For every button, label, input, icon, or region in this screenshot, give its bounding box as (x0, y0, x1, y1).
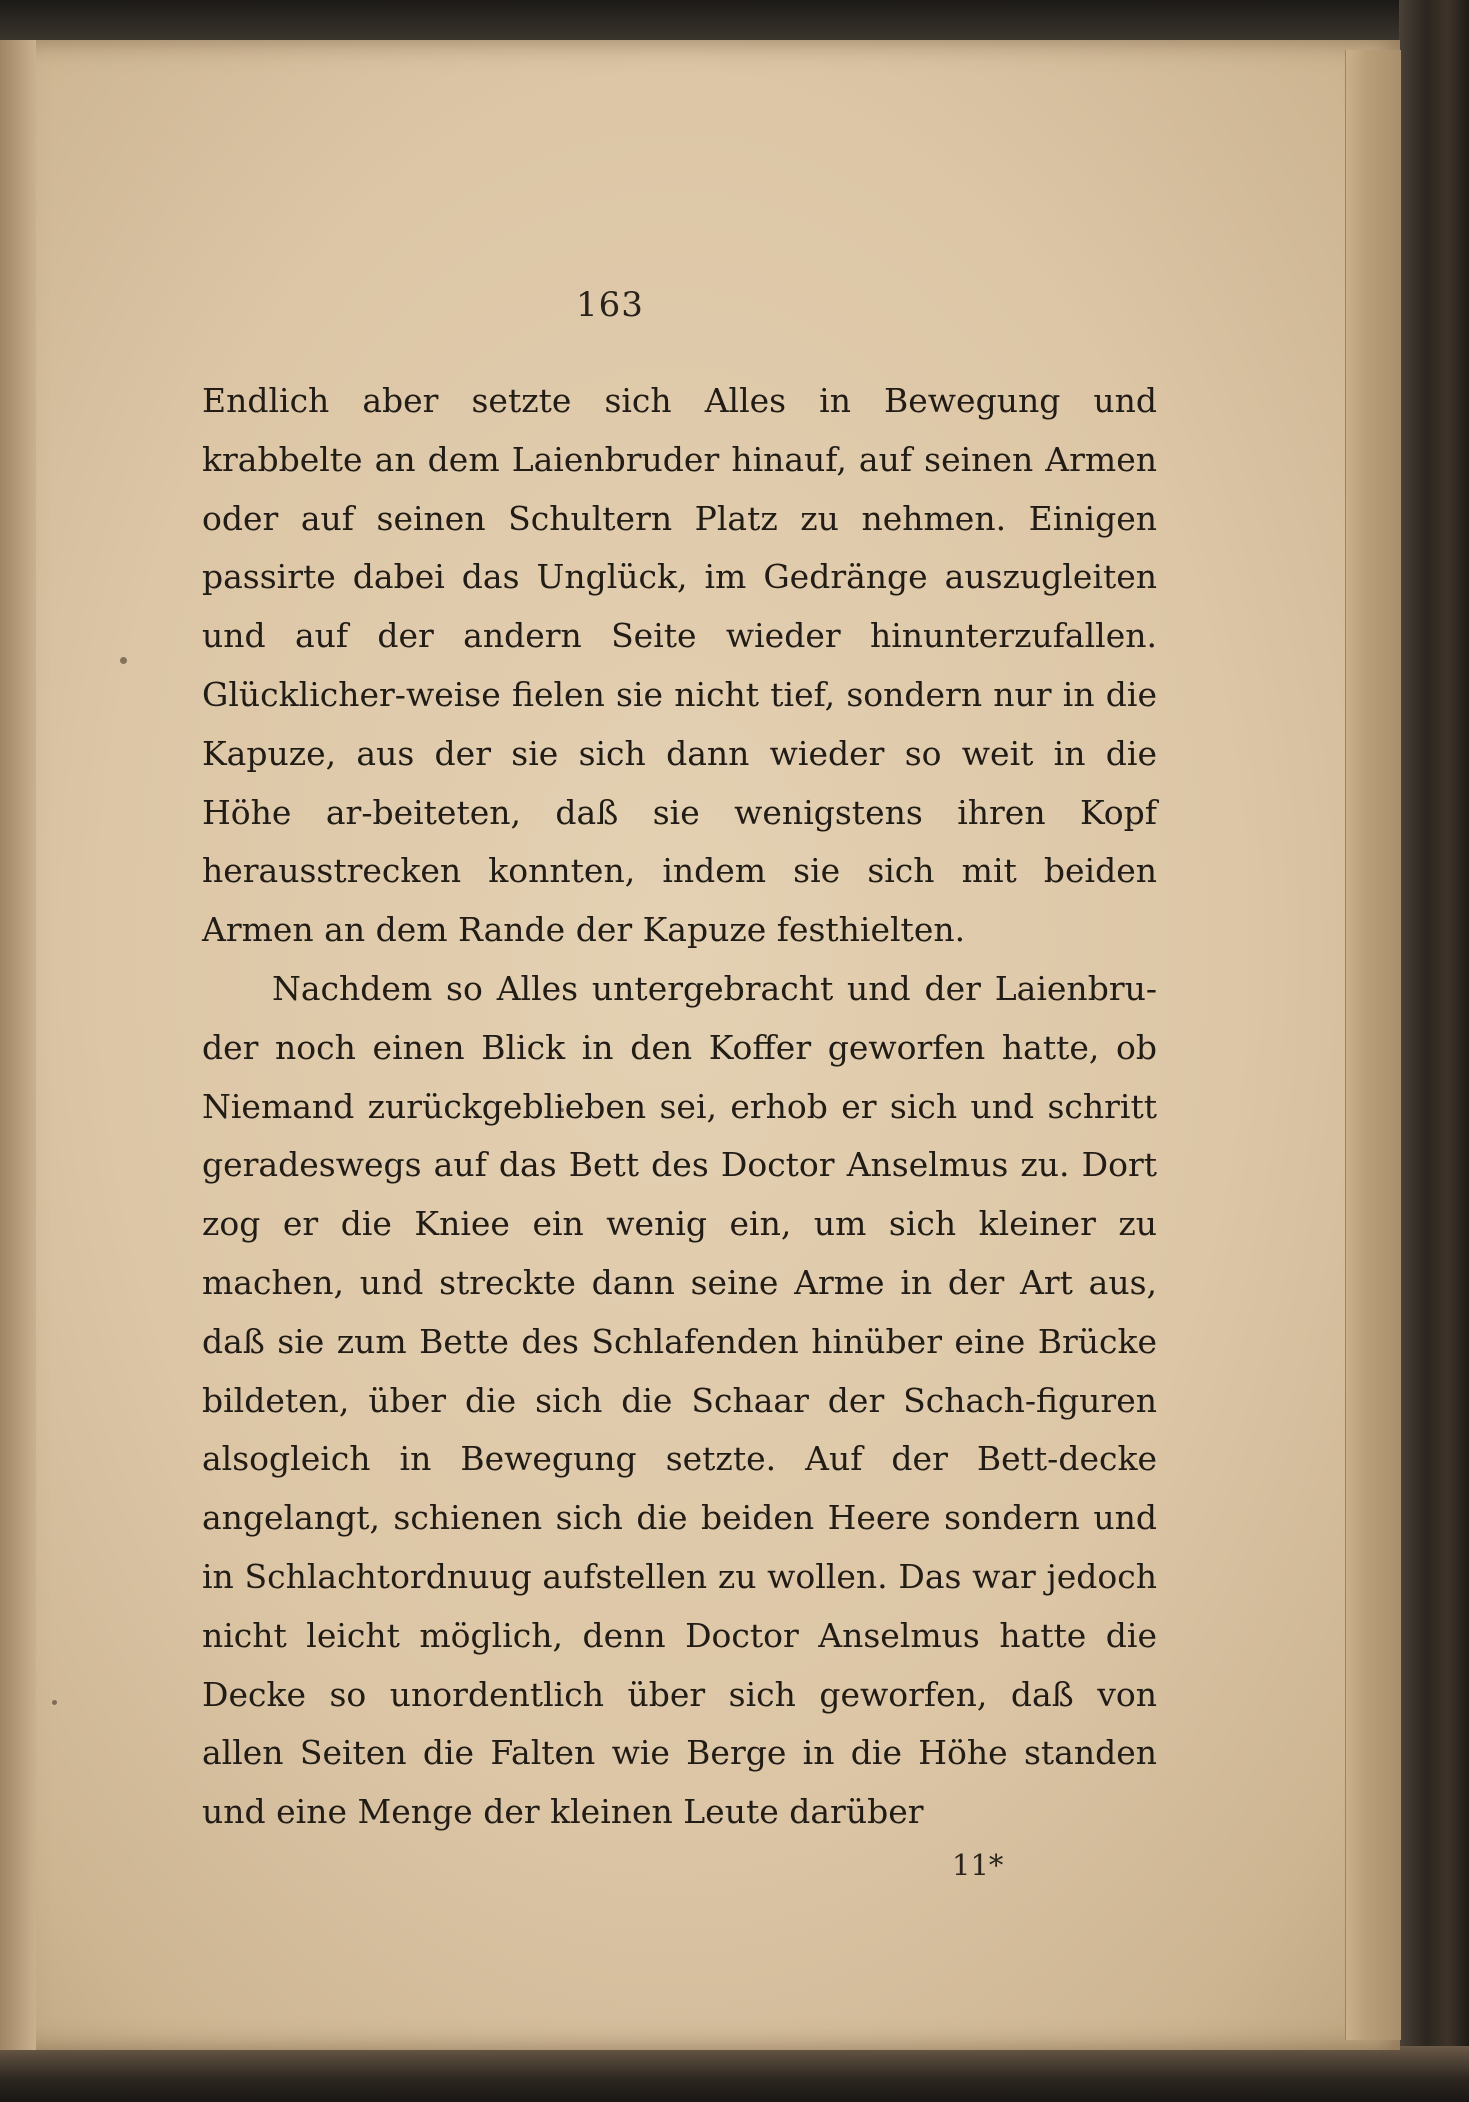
paper-speck (120, 657, 127, 664)
paragraph: Endlich aber setzte sich Alles in Bewegung und krabbelte an dem Laienbruder hinauf, auf seinen Armen oder auf seinen Schultern Platz zu nehmen. Einigen passirte dabei das Unglück, im Gedränge auszugleiten und auf der andern Seite wieder hinunterzufallen. Glücklicher-weise fielen sie nicht tief, sondern nur in die Kapuze, aus der sie sich dann wieder so weit in die Höhe ar-beiteten, daß sie wenigstens ihren Kopf herausstrecken konnten, indem sie sich mit beiden Armen an dem Rande der Kapuze festhielten. (202, 381, 1157, 950)
page-gutter (0, 40, 36, 2050)
page-number: 163 (576, 285, 644, 325)
book-cover-right (1399, 0, 1469, 2102)
paper-speck (52, 1700, 57, 1705)
body-text (202, 372, 1157, 1842)
page-stack-edge (1345, 50, 1401, 2040)
book-cover-bottom (0, 2046, 1469, 2102)
paragraph: Nachdem so Alles untergebracht und der Laienbru-der noch einen Blick in den Koffer geworfen hatte, ob Niemand zurückgeblieben sei, erhob er sich und schritt geradeswegs auf das Bett des Doctor Anselmus zu. Dort zog er die Kniee ein wenig ein, um sich kleiner zu machen, und streckte dann seine Arme in der Art aus, daß sie zum Bette des Schlafenden hinüber eine Brücke bildeten, über die sich die Schaar der Schach-figuren alsogleich in Bewegung setzte. Auf der Bett-decke angelangt, schienen sich die beiden Heere sondern und in Schlachtordnuug aufstellen zu wollen. Das war jedoch nicht leicht möglich, denn Doctor Anselmus hatte die Decke so unordentlich über sich geworfen, daß von allen Seiten die Falten wie Berge in die Höhe standen und eine Menge der kleinen Leute darüber (202, 968, 1157, 1832)
signature-mark: 11* (952, 1848, 1004, 1882)
